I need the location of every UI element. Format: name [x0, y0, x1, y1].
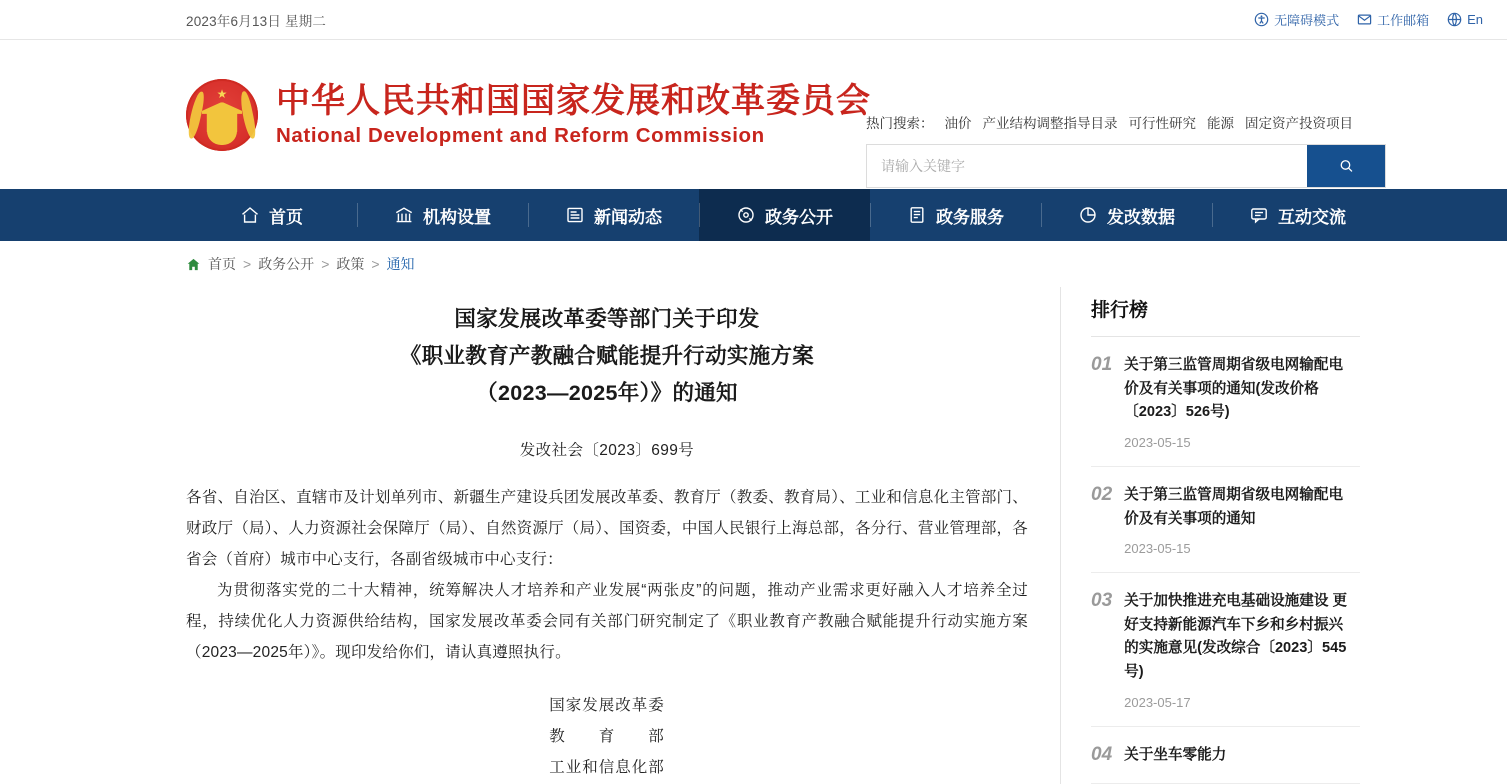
language-switch-label: En — [1467, 12, 1483, 27]
broadcast-icon — [736, 205, 756, 225]
ranking-number: 02 — [1091, 483, 1113, 505]
article-title-line-3: （2023—2025年）》的通知 — [476, 380, 738, 405]
top-utility-bar — [0, 0, 1507, 40]
emblem-wheat-right — [238, 90, 258, 139]
emblem-star-icon: ★ — [216, 86, 228, 101]
nav-label-news: 新闻动态 — [594, 207, 662, 227]
ranking-text: 关于第三监管周期省级电网输配电价及有关事项的通知 — [1124, 486, 1344, 527]
article-column — [186, 287, 1060, 784]
emblem-wheat-left — [186, 90, 206, 139]
article-title — [186, 301, 1028, 412]
content-wrapper — [0, 287, 1507, 784]
breadcrumb-separator-0: > — [243, 256, 252, 272]
hot-search-label: 热门搜索： — [866, 116, 934, 131]
nav-label-interaction: 互动交流 — [1278, 207, 1346, 227]
header-search-area — [866, 112, 1386, 188]
nav-item-home[interactable] — [186, 189, 357, 241]
article-title-line-1: 国家发展改革委等部门关于印发 — [454, 307, 760, 331]
site-header — [0, 40, 1507, 189]
ranking-text: 关于坐车零能力 — [1124, 746, 1227, 763]
ranking-item[interactable] — [1091, 573, 1360, 727]
home-icon — [240, 205, 260, 225]
hot-search-item-2[interactable]: 可行性研究 — [1128, 116, 1196, 131]
ranking-text: 关于加快推进充电基础设施建设 更好支持新能源汽车下乡和乡村振兴的实施意见(发改综合〔2023〕545号) — [1124, 593, 1348, 681]
current-date: 2023年6月13日 星期二 — [186, 13, 327, 29]
nav-label-government-disclosure: 政务公开 — [765, 207, 833, 227]
nav-label-organization: 机构设置 — [423, 207, 491, 227]
ranking-sidebar — [1060, 287, 1360, 784]
ranking-item[interactable] — [1091, 727, 1360, 784]
site-title-cn: 中华人民共和国国家发展和改革委员会 — [276, 82, 871, 121]
mail-icon — [1357, 12, 1372, 27]
bank-icon — [394, 205, 414, 225]
hot-search-row — [866, 112, 1386, 132]
nav-item-government-disclosure[interactable] — [699, 189, 870, 241]
ranking-number: 04 — [1091, 743, 1113, 765]
chat-icon — [1249, 205, 1269, 225]
article-signature — [186, 690, 1028, 783]
accessibility-icon — [1254, 12, 1269, 27]
nav-label-government-services: 政务服务 — [936, 207, 1004, 227]
ranking-text: 关于第三监管周期省级电网输配电价及有关事项的通知(发改价格〔2023〕526号) — [1124, 357, 1344, 421]
search-icon — [1339, 159, 1354, 174]
site-title-en: National Development and Reform Commission — [276, 123, 765, 147]
ranking-number: 03 — [1091, 590, 1113, 612]
main-nav — [0, 189, 1507, 241]
search-input[interactable] — [867, 145, 1307, 187]
accessibility-mode-link[interactable] — [1254, 10, 1339, 29]
ranking-item[interactable] — [1091, 467, 1360, 573]
news-icon — [565, 205, 585, 225]
top-utility-links — [1254, 10, 1483, 29]
article-document-number: 发改社会〔2023〕699号 — [519, 441, 695, 459]
national-emblem-logo — [186, 79, 258, 151]
home-green-icon — [186, 257, 201, 272]
breadcrumb-item-1[interactable]: 政务公开 — [258, 256, 315, 272]
emblem-gear-shape — [207, 131, 237, 145]
ranking-date: 2023-05-15 — [1124, 541, 1191, 557]
accessibility-mode-label: 无障碍模式 — [1274, 13, 1340, 28]
emblem-gate-shape — [202, 102, 242, 132]
nav-item-interaction[interactable] — [1212, 189, 1383, 241]
ranking-title: 排行榜 — [1091, 295, 1360, 337]
search-box — [866, 144, 1386, 188]
signature-line-0: 国家发展改革委 — [549, 696, 665, 714]
hot-search-item-0[interactable]: 油价 — [944, 116, 972, 131]
breadcrumb-item-current[interactable]: 通知 — [386, 256, 415, 272]
breadcrumb — [0, 241, 1507, 287]
breadcrumb-item-0[interactable]: 首页 — [208, 256, 236, 272]
hot-search-item-3[interactable]: 能源 — [1207, 116, 1234, 131]
nav-item-government-services[interactable] — [870, 189, 1041, 241]
article-title-line-2: 《职业教育产教融合赋能提升行动实施方案 — [399, 343, 815, 368]
nav-item-organization[interactable] — [357, 189, 528, 241]
nav-label-data: 发改数据 — [1107, 207, 1175, 227]
language-switch-link[interactable] — [1447, 12, 1483, 27]
site-title-block — [276, 81, 871, 147]
hot-search-item-4[interactable]: 固定资产投资项目 — [1245, 116, 1353, 131]
ranking-date: 2023-05-17 — [1124, 694, 1191, 710]
work-mail-link[interactable] — [1357, 10, 1429, 29]
hot-search-item-1[interactable]: 产业结构调整指导目录 — [982, 116, 1118, 131]
search-button[interactable] — [1307, 145, 1385, 187]
article-paragraph-0: 各省、自治区、直辖市及计划单列市、新疆生产建设兵团发展改革委、教育厅（教委、教育局）、工业和信息化主管部门、财政厅（局）、人力资源社会保障厅（局）、自然资源厅（局）、国资委，中国人民银行上海总部，各分行、营业管理部，各省会（首府）城市中心支行，各副省级城市中心支行： — [186, 488, 1028, 568]
signature-line-1: 教 育 部 — [549, 727, 665, 745]
ranking-date: 2023-05-15 — [1124, 434, 1191, 450]
breadcrumb-separator-1: > — [321, 256, 330, 272]
globe-icon — [1447, 12, 1462, 27]
nav-label-home: 首页 — [269, 207, 303, 227]
document-icon — [907, 205, 927, 225]
nav-item-data[interactable] — [1041, 189, 1212, 241]
breadcrumb-item-2[interactable]: 政策 — [336, 256, 365, 272]
breadcrumb-separator-2: > — [371, 256, 380, 272]
nav-item-news[interactable] — [528, 189, 699, 241]
article-paragraph-1: 为贯彻落实党的二十大精神，统筹解决人才培养和产业发展“两张皮”的问题，推动产业需求更好融入人才培养全过程，持续优化人力资源供给结构，国家发展改革委会同有关部门研究制定了《职业教育产教融合赋能提升行动实施方案（2023—2025年）》。现印发给你们，请认真遵照执行。 — [186, 581, 1028, 661]
chart-pie-icon — [1078, 205, 1098, 225]
article-body — [186, 482, 1028, 668]
work-mail-label: 工作邮箱 — [1377, 13, 1430, 28]
signature-line-2: 工业和信息化部 — [549, 758, 665, 776]
ranking-number: 01 — [1091, 354, 1113, 375]
ranking-item[interactable] — [1091, 337, 1360, 467]
